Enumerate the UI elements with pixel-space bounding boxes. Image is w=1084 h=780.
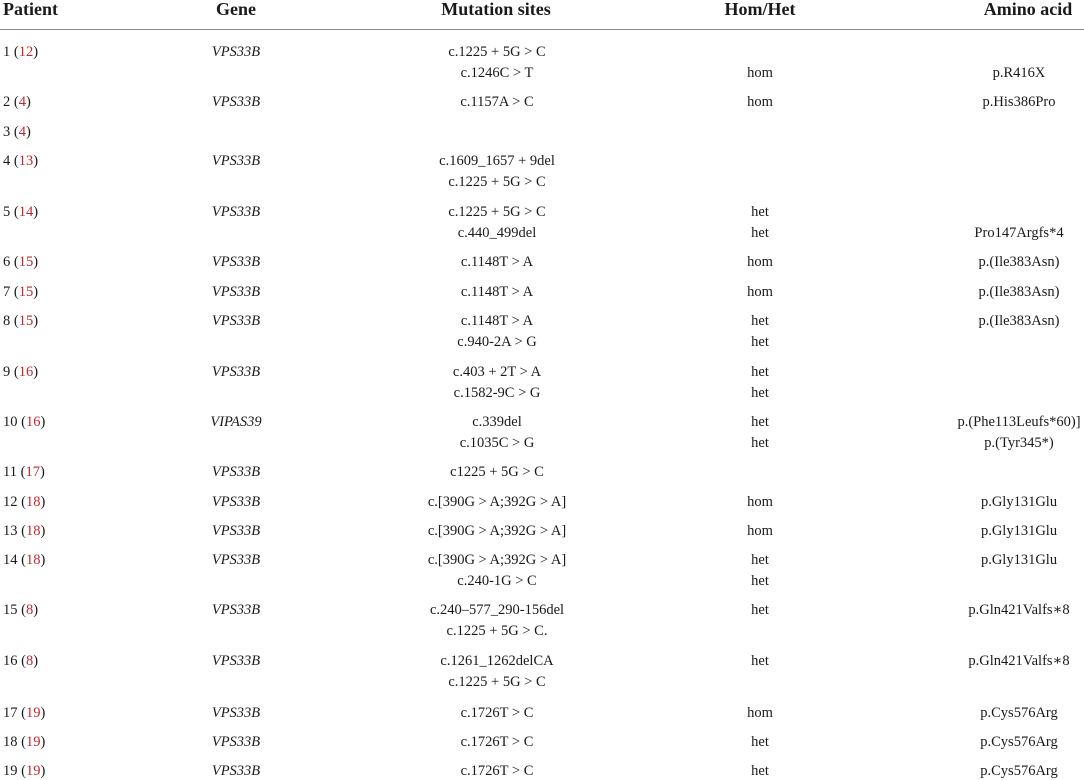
mutation-site: c.1726T > C	[460, 705, 534, 721]
zygosity: het	[751, 414, 769, 430]
patient-cell: 15 (8)	[3, 602, 39, 618]
zygosity: het	[751, 763, 769, 779]
patient-cell: 7 (15)	[3, 284, 39, 300]
patient-number: 9	[3, 364, 11, 380]
patient-cell: 18 (19)	[3, 734, 46, 750]
zygosity: het	[751, 225, 769, 241]
zygosity: hom	[747, 65, 773, 81]
gene-name: VPS33B	[211, 204, 261, 220]
mutation-site: c.1148T > A	[460, 313, 534, 329]
reference-link[interactable]: 15	[18, 254, 34, 270]
patient-cell: 14 (18)	[3, 552, 46, 568]
gene-name: VPS33B	[211, 734, 261, 750]
reference-link[interactable]: 16	[25, 414, 41, 430]
mutation-site: c.[390G > A;392G > A]	[427, 552, 567, 568]
patient-number: 14	[3, 552, 18, 568]
gene-name: VPS33B	[211, 705, 261, 721]
mutation-site: c.1157A > C	[460, 94, 534, 110]
zygosity: het	[751, 435, 769, 451]
mutation-site: c.940-2A > G	[457, 334, 537, 350]
patient-cell: 2 (4)	[3, 94, 31, 110]
reference-link[interactable]: 18	[25, 523, 41, 539]
zygosity: het	[751, 653, 769, 669]
patient-number: 4	[3, 153, 11, 169]
patient-number: 2	[3, 94, 11, 110]
header-rule	[0, 29, 1084, 30]
zygosity: het	[751, 313, 769, 329]
zygosity: het	[751, 573, 769, 589]
patient-number: 12	[3, 494, 18, 510]
mutation-site: c.1148T > A	[460, 254, 534, 270]
amino-acid: p.Cys576Arg	[980, 734, 1058, 750]
reference-link[interactable]: 16	[18, 364, 34, 380]
zygosity: het	[751, 204, 769, 220]
reference-link[interactable]: 8	[25, 653, 34, 669]
gene-name: VIPAS39	[210, 414, 262, 430]
mutation-site: c.1225 + 5G > C	[448, 674, 546, 690]
mutation-site: c.1726T > C	[460, 763, 534, 779]
header-amino-acid: Amino acid	[983, 0, 1073, 19]
gene-name: VPS33B	[211, 284, 261, 300]
patient-cell: 11 (17)	[3, 464, 45, 480]
amino-acid: p.(Ile383Asn)	[978, 284, 1060, 300]
patient-cell: 5 (14)	[3, 204, 39, 220]
patient-number: 5	[3, 204, 11, 220]
mutation-site: c.1609_1657 + 9del	[439, 153, 555, 169]
mutation-site: c.1225 + 5G > C	[448, 174, 546, 190]
patient-cell: 19 (19)	[3, 763, 46, 779]
amino-acid: p.R416X	[992, 65, 1046, 81]
mutation-site: c.1582-9C > G	[453, 385, 541, 401]
header-hom-het: Hom/Het	[724, 0, 796, 19]
zygosity: het	[751, 552, 769, 568]
mutation-site: c.1148T > A	[460, 284, 534, 300]
gene-name: VPS33B	[211, 364, 261, 380]
reference-link[interactable]: 15	[18, 313, 34, 329]
header-gene: Gene	[216, 0, 256, 19]
zygosity: het	[751, 385, 769, 401]
amino-acid: Pro147Argfs*4	[974, 225, 1064, 241]
zygosity: hom	[747, 284, 773, 300]
patient-cell: 12 (18)	[3, 494, 46, 510]
header-patient: Patient	[3, 0, 58, 19]
patient-number: 17	[3, 705, 18, 721]
patient-cell: 17 (19)	[3, 705, 46, 721]
amino-acid: p.Gly131Glu	[980, 552, 1058, 568]
patient-number: 6	[3, 254, 11, 270]
gene-name: VPS33B	[211, 464, 261, 480]
gene-name: VPS33B	[211, 602, 261, 618]
zygosity: hom	[747, 494, 773, 510]
reference-link[interactable]: 18	[25, 494, 41, 510]
reference-link[interactable]: 4	[18, 124, 26, 140]
zygosity: het	[751, 602, 769, 618]
amino-acid: p.(Tyr345*)	[984, 435, 1054, 451]
reference-link[interactable]: 14	[18, 204, 34, 220]
zygosity: het	[751, 334, 769, 350]
amino-acid: p.Gln421Valfs∗8	[968, 602, 1070, 618]
reference-link[interactable]: 17	[25, 464, 40, 480]
patient-number: 7	[3, 284, 11, 300]
reference-link[interactable]: 13	[18, 153, 34, 169]
gene-name: VPS33B	[211, 763, 261, 779]
patient-cell: 1 (12)	[3, 44, 39, 60]
zygosity: hom	[747, 94, 773, 110]
zygosity: hom	[747, 523, 773, 539]
amino-acid: p.Gly131Glu	[980, 494, 1058, 510]
patient-number: 16	[3, 653, 18, 669]
patient-cell: 4 (13)	[3, 153, 39, 169]
patient-number: 19	[3, 763, 18, 779]
reference-link[interactable]: 19	[25, 763, 41, 779]
reference-link[interactable]: 19	[25, 734, 41, 750]
mutation-site: c.1225 + 5G > C.	[446, 623, 548, 639]
patient-number: 3	[3, 124, 11, 140]
gene-name: VPS33B	[211, 313, 261, 329]
reference-link[interactable]: 15	[18, 284, 34, 300]
header-mutation-sites: Mutation sites	[441, 0, 551, 19]
patient-number: 10	[3, 414, 18, 430]
patient-number: 15	[3, 602, 18, 618]
patient-number: 8	[3, 313, 11, 329]
gene-name: VPS33B	[211, 44, 261, 60]
amino-acid: p.Gln421Valfs∗8	[968, 653, 1070, 669]
mutation-site: c.240–577_290-156del	[429, 602, 565, 618]
patient-cell: 6 (15)	[3, 254, 39, 270]
reference-link[interactable]: 19	[25, 705, 41, 721]
amino-acid: p.Gly131Glu	[980, 523, 1058, 539]
mutation-site: c.[390G > A;392G > A]	[427, 523, 567, 539]
mutation-site: c.339del	[472, 414, 522, 430]
mutation-site: c.1035C > G	[459, 435, 535, 451]
mutation-site: c.1246C > T	[460, 65, 534, 81]
amino-acid: p.(Phe113Leufs*60)]	[957, 414, 1081, 430]
mutation-site: c.1726T > C	[460, 734, 534, 750]
patient-number: 11	[3, 464, 17, 480]
mutation-site: c.240-1G > C	[457, 573, 537, 589]
gene-name: VPS33B	[211, 653, 261, 669]
patient-cell: 9 (16)	[3, 364, 39, 380]
mutation-site: c.[390G > A;392G > A]	[427, 494, 567, 510]
patient-cell: 10 (16)	[3, 414, 46, 430]
reference-link[interactable]: 8	[25, 602, 34, 618]
patient-cell: 3 (4)	[3, 124, 31, 140]
patient-number: 18	[3, 734, 18, 750]
zygosity: hom	[747, 254, 773, 270]
reference-link[interactable]: 12	[18, 44, 34, 60]
amino-acid: p.(Ile383Asn)	[978, 313, 1060, 329]
gene-name: VPS33B	[211, 254, 261, 270]
gene-name: VPS33B	[211, 552, 261, 568]
zygosity: het	[751, 734, 769, 750]
mutation-site: c.1225 + 5G > C	[448, 44, 546, 60]
mutation-site: c.1261_1262delCA	[440, 653, 554, 669]
mutation-site: c.403 + 2T > A	[452, 364, 542, 380]
gene-name: VPS33B	[211, 523, 261, 539]
gene-name: VPS33B	[211, 494, 261, 510]
mutation-site: c.440_499del	[457, 225, 537, 241]
amino-acid: p.Cys576Arg	[980, 763, 1058, 779]
amino-acid: p.Cys576Arg	[980, 705, 1058, 721]
patient-cell: 16 (8)	[3, 653, 39, 669]
mutation-site: c1225 + 5G > C	[450, 464, 544, 480]
gene-name: VPS33B	[211, 153, 261, 169]
patient-cell: 8 (15)	[3, 313, 39, 329]
patient-cell: 13 (18)	[3, 523, 46, 539]
gene-name: VPS33B	[211, 94, 261, 110]
reference-link[interactable]: 4	[18, 94, 26, 110]
mutation-site: c.1225 + 5G > C	[448, 204, 546, 220]
patient-number: 13	[3, 523, 18, 539]
amino-acid: p.His386Pro	[982, 94, 1056, 110]
zygosity: het	[751, 364, 769, 380]
amino-acid: p.(Ile383Asn)	[978, 254, 1060, 270]
reference-link[interactable]: 18	[25, 552, 41, 568]
patient-number: 1	[3, 44, 11, 60]
zygosity: hom	[747, 705, 773, 721]
